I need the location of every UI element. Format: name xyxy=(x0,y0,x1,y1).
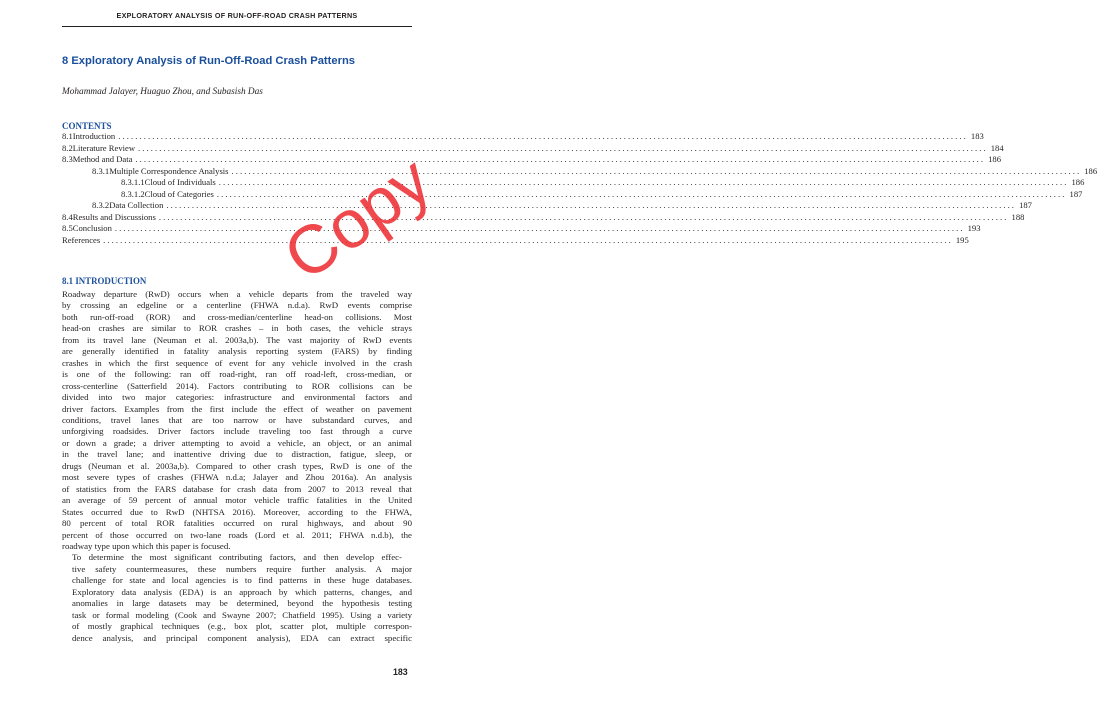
text-line: task or formal modeling (Cook and Swayne 2007; Chatfield 1995). Using a variety xyxy=(72,609,412,620)
toc-leader-dots: ........................................................................................................................................................................................................ xyxy=(103,234,953,245)
text-line: from its travel lane (Neuman et al. 2003a,b). The vast majority of RwD events xyxy=(62,334,412,345)
toc-page-number: 183 xyxy=(970,131,984,141)
toc-title: Introduction xyxy=(72,131,116,141)
text-line: are generally identified in fatality analysis reporting system (FARS) by finding xyxy=(62,346,412,357)
text-line: crashes in which the first sequence of event for any vehicle involved in the crash xyxy=(62,357,412,368)
toc-number: 8.3.1 xyxy=(92,165,110,176)
chapter-title: 8 Exploratory Analysis of Run-Off-Road Crash Patterns xyxy=(62,55,355,67)
text-line: of statistics from the FARS database for crash data from 2007 to 2013 reveal that xyxy=(62,483,412,494)
page-number: 183 xyxy=(393,667,408,677)
toc-entry xyxy=(62,154,1001,166)
text-line: dence analysis, and principal component analysis), EDA can extract specific xyxy=(72,632,412,643)
text-line: anomalies in large datasets may be determined, beyond the hypothesis testing xyxy=(72,598,412,609)
text-line: drugs (Neuman et al. 2003a,b). Compared to other crash types, RwD is one of the xyxy=(62,460,412,471)
text-line: Exploratory data analysis (EDA) is an approach by which patterns, changes, and xyxy=(72,586,412,597)
toc-title: Data Collection xyxy=(109,200,164,210)
toc-leader-dots: ........................................................................................................................................................................................................ xyxy=(114,223,965,233)
text-line: tive safety countermeasures, these numbers require further analysis. A major xyxy=(72,563,412,574)
text-line: States occurred due to RwD (NHTSA 2016). Moreover, according to the FHWA, xyxy=(62,506,412,517)
toc-page-number: 186 xyxy=(1084,165,1097,176)
text-line: conditions, travel lanes that are too narrow or have substandard curves, and xyxy=(62,414,412,425)
toc-number: 8.5 xyxy=(62,223,73,233)
text-line: driver factors. Examples from the first include the effect of weather on pavement xyxy=(62,403,412,414)
toc-leader-dots: ........................................................................................................................................................................................................ xyxy=(166,200,1017,210)
toc-number: 8.1 xyxy=(62,131,73,141)
contents-heading: CONTENTS xyxy=(62,121,112,131)
toc-title: Cloud of Categories xyxy=(144,188,214,199)
text-line: percent of those occurred on two-lane roads (Lord et al. 2011; FHWA n.d.b), the xyxy=(62,529,412,540)
text-line: cross-centerline (Satterfield 2014). Factors contributing to ROR collisions can be xyxy=(62,380,412,391)
paragraph xyxy=(62,552,412,644)
text-line: or down a grade; a driver attempting to avoid a vehicle, an object, or an animal xyxy=(62,437,412,448)
toc-title: Multiple Correspondence Analysis xyxy=(109,165,229,176)
text-line: Roadway departure (RwD) occurs when a vehicle departs from the traveled way xyxy=(62,289,412,299)
toc-number: 8.4 xyxy=(62,211,73,222)
toc-page-number: 186 xyxy=(1071,177,1085,187)
text-line: by crossing an edgeline or a centerline (FHWA n.d.a). RwD events comprise xyxy=(62,300,412,311)
text-line: of mostly graphical techniques (e.g., box plot, scatter plot, multiple correspon- xyxy=(72,621,412,632)
toc-entry xyxy=(62,131,984,143)
section-heading: 8.1 INTRODUCTION xyxy=(62,276,147,286)
toc-page-number: 195 xyxy=(955,234,969,245)
toc-number: 8.3 xyxy=(62,154,73,164)
authors: Mohammad Jalayer, Huaguo Zhou, and Subasish Das xyxy=(62,87,263,97)
toc-entry xyxy=(62,142,1004,155)
toc-leader-dots: ........................................................................................................................................................................................................ xyxy=(118,131,968,141)
toc-leader-dots: ........................................................................................................................................................................................................ xyxy=(138,142,988,153)
text-line: To determine the most significant contributing factors, and then develop effec- xyxy=(72,552,402,563)
toc-title: Method and Data xyxy=(72,154,133,164)
text-line: both run-off-road (ROR) and cross-median/centerline head-on collisions. Most xyxy=(62,311,412,322)
text-line: an average of 59 percent of annual motor vehicle traffic fatalities in the United xyxy=(62,495,412,506)
text-line: most severe types of crashes (FHWA n.d.a; Jalayer and Zhou 2016a). An analysis xyxy=(62,472,412,483)
toc-title: Cloud of Individuals xyxy=(144,177,216,187)
text-line: roadway type upon which this paper is focused. xyxy=(62,540,231,551)
text-line: head-on crashes are similar to ROR crashes – in both cases, the vehicle strays xyxy=(62,323,412,334)
paragraph xyxy=(62,289,412,552)
toc-title: Literature Review xyxy=(72,142,136,153)
running-head-rule xyxy=(62,26,412,27)
toc-page-number: 187 xyxy=(1069,188,1083,199)
toc-number: 8.3.1.1 xyxy=(121,177,145,187)
toc-page-number: 186 xyxy=(988,154,1001,164)
text-line: in the travel lane; and inattentive driving due to distraction, fatigue, sleep, or xyxy=(62,449,412,460)
toc-title: Conclusion xyxy=(72,223,112,233)
text-line: divided into two major categories: infrastructure and environmental factors and xyxy=(62,392,412,403)
toc-title: Results and Discussions xyxy=(72,211,156,222)
text-line: unforgiving roadsides. Driver factors include traveling too fast through a curve xyxy=(62,426,412,437)
toc-leader-dots: ........................................................................................................................................................................................................ xyxy=(216,188,1067,199)
body-text xyxy=(62,289,412,644)
text-line: 80 percent of total ROR fatalities occurred on rural highways, and about 90 xyxy=(62,518,412,529)
toc-leader-dots: ........................................................................................................................................................................................................ xyxy=(218,177,1069,187)
toc-number: 8.3.2 xyxy=(92,200,110,210)
running-head: EXPLORATORY ANALYSIS OF RUN-OFF-ROAD CRASH PATTERNS xyxy=(116,11,358,20)
text-line: challenge for state and local agencies is to find patterns in these huge databases. xyxy=(72,575,412,586)
toc-leader-dots: ........................................................................................................................................................................................................ xyxy=(135,154,986,164)
toc-title: References xyxy=(62,234,101,245)
toc-page-number: 188 xyxy=(1011,211,1025,222)
toc-number: 8.2 xyxy=(62,142,73,153)
toc-number: 8.3.1.2 xyxy=(121,188,145,199)
toc-page-number: 193 xyxy=(967,223,981,233)
text-line: is one of the following: ran off road-right, ran off road-left, cross-median, or xyxy=(62,369,412,380)
toc-page-number: 184 xyxy=(990,142,1004,153)
watermark: Copy xyxy=(270,141,445,296)
toc-page-number: 187 xyxy=(1019,200,1032,210)
toc-leader-dots: ........................................................................................................................................................................................................ xyxy=(231,165,1082,176)
toc-leader-dots: ........................................................................................................................................................................................................ xyxy=(158,211,1009,222)
